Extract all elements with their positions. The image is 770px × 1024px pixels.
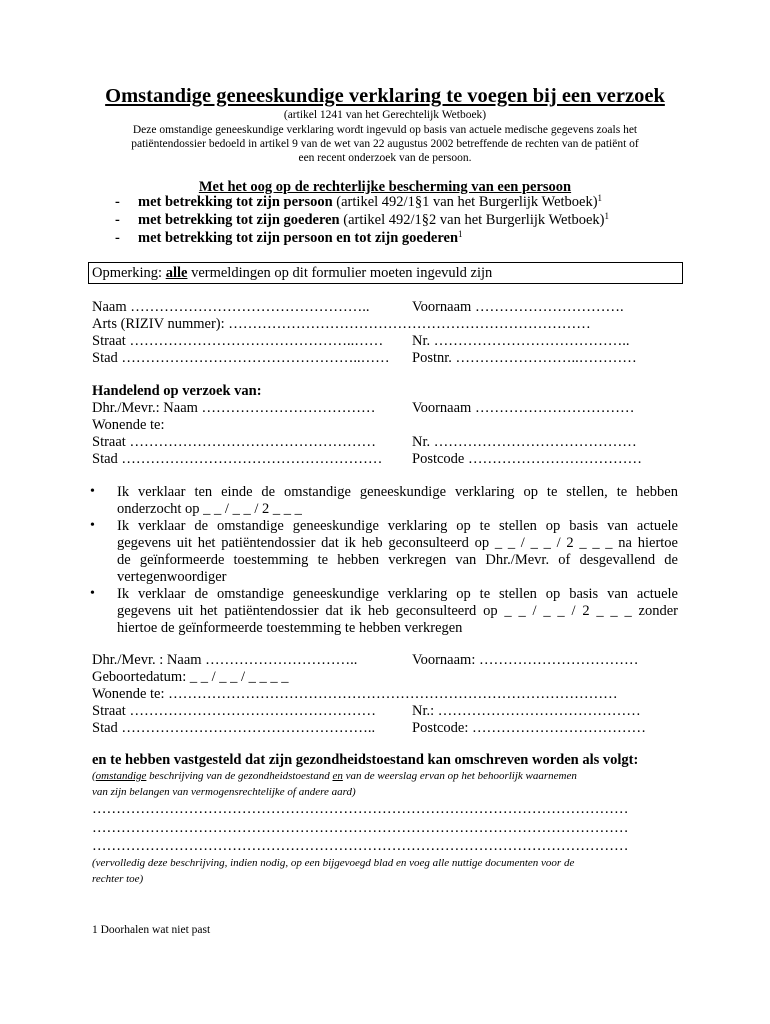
remark-prefix: Opmerking: xyxy=(92,265,166,281)
note-text: ( xyxy=(92,770,96,782)
completion-instruction-line2: rechter toe) xyxy=(92,873,144,885)
note-underlined: en xyxy=(332,770,343,782)
subject-nr-field[interactable]: Nr.: …………………………………… xyxy=(412,703,641,719)
footnote-ref: 1 xyxy=(604,211,610,221)
subject-voornaam-field[interactable]: Voornaam: …………………………… xyxy=(412,652,639,668)
footnote-ref: 1 xyxy=(458,229,463,239)
requester-wonende-label: Wonende te: xyxy=(92,417,165,433)
remark-suffix: vermeldingen op dit formulier moeten ingevuld zijn xyxy=(187,265,493,281)
dash-marker: - xyxy=(115,212,120,228)
description-instruction xyxy=(92,768,577,784)
patient-postnr-field[interactable]: Postnr. ……………………..………… xyxy=(412,350,637,366)
requester-voornaam-field[interactable]: Voornaam …………………………… xyxy=(412,400,635,416)
declaration-line: Ik verklaar ten einde de omstandige geneeskundige verklaring op te stellen, te hebben xyxy=(117,484,678,500)
completion-instruction: (vervolledig deze beschrijving, indien nodig, op een bijgevoegd blad en voeg alle nuttige documenten voor de xyxy=(92,857,575,869)
remark-box xyxy=(88,262,683,284)
declaration-line: vertegenwoordiger xyxy=(117,569,227,585)
footnote: 1 Doorhalen wat niet past xyxy=(92,924,211,936)
note-text: beschrijving van de gezondheidstoestand xyxy=(146,770,333,782)
subject-wonende-field[interactable]: Wonende te: ………………………………………………………………………………… xyxy=(92,686,618,702)
patient-voornaam-field[interactable]: Voornaam …………………………. xyxy=(412,299,624,315)
subject-geboortedatum-field[interactable]: Geboortedatum: _ _ / _ _ / _ _ _ _ xyxy=(92,669,289,685)
declaration-line: Ik verklaar de omstandige geneeskundige verklaring op te stellen op basis van actuele xyxy=(117,518,678,534)
requester-nr-field[interactable]: Nr. …………………………………… xyxy=(412,434,637,450)
remark-emphasis: alle xyxy=(165,265,188,281)
declaration-line: gegevens uit het patiëntendossier dat ik heb geconsulteerd op _ _ / _ _ / 2 _ _ _ na hiertoe xyxy=(117,535,678,551)
patient-stad-field[interactable]: Stad …………………………………………..…… xyxy=(92,350,390,366)
declaration-line: gegevens uit het patiëntendossier dat ik heb geconsulteerd op _ _ / _ _ / 2 _ _ _ zonder xyxy=(117,603,678,619)
declaration-line: onderzocht op _ _ / _ _ / 2 _ _ _ xyxy=(117,501,302,517)
intro-line: een recent onderzoek van de persoon. xyxy=(298,152,472,164)
patient-nr-field[interactable]: Nr. ………………………………….. xyxy=(412,333,630,349)
protection-option-person[interactable] xyxy=(115,194,602,211)
bullet-icon: • xyxy=(90,484,95,499)
declaration-line: Ik verklaar de omstandige geneeskundige verklaring op te stellen op basis van actuele xyxy=(117,586,678,602)
dash-marker: - xyxy=(115,194,120,210)
description-line[interactable]: ………………………………………………………………………………………………… xyxy=(92,820,629,836)
declaration-line: hiertoe de geïnformeerde toestemming te hebben verkregen xyxy=(117,620,463,636)
requester-postcode-field[interactable]: Postcode ……………………………… xyxy=(412,451,642,467)
patient-naam-field[interactable]: Naam ………………………………………….. xyxy=(92,299,370,315)
subject-naam-field[interactable]: Dhr./Mevr. : Naam ………………………….. xyxy=(92,652,358,668)
option-bold-text: met betrekking tot zijn persoon en tot zijn goederen xyxy=(138,230,459,246)
conclusion-heading: en te hebben vastgesteld dat zijn gezondheidstoestand kan omschreven worden als volgt: xyxy=(92,752,639,768)
declaration-item-consent[interactable] xyxy=(117,518,678,586)
document-title: Omstandige geneeskundige verklaring te voegen bij een verzoek xyxy=(105,85,665,107)
requester-naam-field[interactable]: Dhr./Mevr.: Naam ……………………………… xyxy=(92,400,376,416)
requester-heading: Handelend op verzoek van: xyxy=(92,383,262,399)
option-bold-text: met betrekking tot zijn goederen xyxy=(138,212,340,228)
subject-stad-field[interactable]: Stad …………………………………………….. xyxy=(92,720,376,736)
option-bold-text: met betrekking tot zijn persoon xyxy=(138,194,333,210)
protection-heading: Met het oog op de rechterlijke bescherming van een persoon xyxy=(198,179,572,195)
document-subtitle: (artikel 1241 van het Gerechtelijk Wetboek) xyxy=(283,109,487,121)
patient-straat-field[interactable]: Straat ………………………………………..…… xyxy=(92,333,384,349)
patient-arts-field[interactable]: Arts (RIZIV nummer): ………………………………………………………………… xyxy=(92,316,591,332)
intro-paragraph xyxy=(90,123,680,165)
dash-marker: - xyxy=(115,230,120,246)
requester-stad-field[interactable]: Stad ……………………………………………… xyxy=(92,451,383,467)
declaration-item-examined[interactable] xyxy=(117,484,678,518)
description-line[interactable]: ………………………………………………………………………………………………… xyxy=(92,801,629,817)
declaration-item-no-consent[interactable] xyxy=(117,586,678,637)
protection-option-goods[interactable] xyxy=(115,212,609,229)
subject-postcode-field[interactable]: Postcode: ……………………………… xyxy=(412,720,647,736)
declaration-line: de geïnformeerde toestemming te hebben verkregen van Dhr./Mevr. of desgevallend de xyxy=(117,552,678,568)
option-normal-text: (artikel 492/1§2 van het Burgerlijk Wetboek) xyxy=(339,212,605,228)
intro-line: patiëntendossier bedoeld in artikel 9 van de wet van 22 augustus 2002 betreffende de rechten van de patiënt of xyxy=(131,138,639,150)
requester-straat-field[interactable]: Straat …………………………………………… xyxy=(92,434,376,450)
footnote-ref: 1 xyxy=(597,193,603,203)
description-line[interactable]: ………………………………………………………………………………………………… xyxy=(92,838,629,854)
note-text: van de weerslag ervan op het behoorlijk waarnemen xyxy=(342,770,577,782)
subject-straat-field[interactable]: Straat …………………………………………… xyxy=(92,703,376,719)
intro-line: Deze omstandige geneeskundige verklaring wordt ingevuld op basis van actuele medische gegevens zoals het xyxy=(132,124,638,136)
description-instruction-line2: van zijn belangen van vermogensrechtelijke of andere aard) xyxy=(92,786,356,798)
protection-option-person-and-goods[interactable] xyxy=(115,230,463,247)
bullet-icon: • xyxy=(90,586,95,601)
note-underlined: omstandige xyxy=(95,770,147,782)
option-normal-text: (artikel 492/1§1 van het Burgerlijk Wetboek) xyxy=(332,194,598,210)
bullet-icon: • xyxy=(90,518,95,533)
